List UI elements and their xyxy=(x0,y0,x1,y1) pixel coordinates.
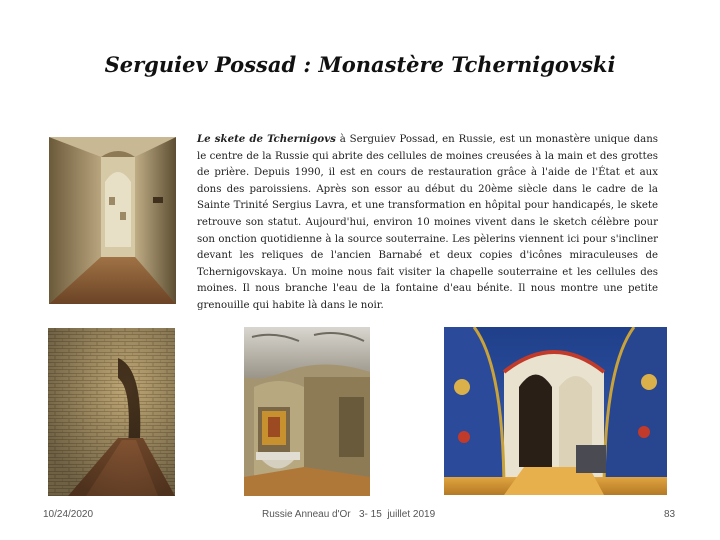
description-paragraph xyxy=(197,131,658,315)
photo-cave-corridor xyxy=(49,137,176,304)
photo-painted-chapel xyxy=(444,327,667,495)
photo-icon-niche xyxy=(244,327,370,496)
paragraph-text: à Serguiev Possad, en Russie, est un monastère unique dans le centre de la Russie qui abrite des cellules de moines creusées à la main et des grottes de prière. Depuis 1990, il est en cours de restauration grâce à l'aide de l'État et aux dons des paroissiens. Après son essor au début du 20ème siècle dans le cadre de la Sainte Trinité Sergius Lavra, et une transformation en hôpital pour handicapés, le skete retrouve son statut. Aujourd'hui, environ 10 moines vivent dans le sketch célèbre pour son onction quotidienne à la source souterraine. Les pèlerins viennent ici pour s'incliner devant les reliques de l'ancien Barnabé et deux copies d'icônes miraculeuses de Tchernigovskaya. Un moine nous fait visiter la chapelle souterraine et les cellules des moines. Il nous branche l'eau de la fontaine d'eau bénite. Il nous montre une petite grenouille qui habite là dans le noir. xyxy=(197,134,659,311)
footer-date: 10/24/2020 xyxy=(43,509,94,520)
paragraph-lead: Le skete de Tchernigovs xyxy=(197,133,336,145)
photo-brick-tunnel xyxy=(48,328,175,496)
slide-title: Serguiev Possad : Monastère Tchernigovski xyxy=(104,52,616,77)
page-number: 83 xyxy=(664,509,676,520)
footer-caption: Russie Anneau d'Or 3- 15 juillet 2019 xyxy=(262,509,436,520)
